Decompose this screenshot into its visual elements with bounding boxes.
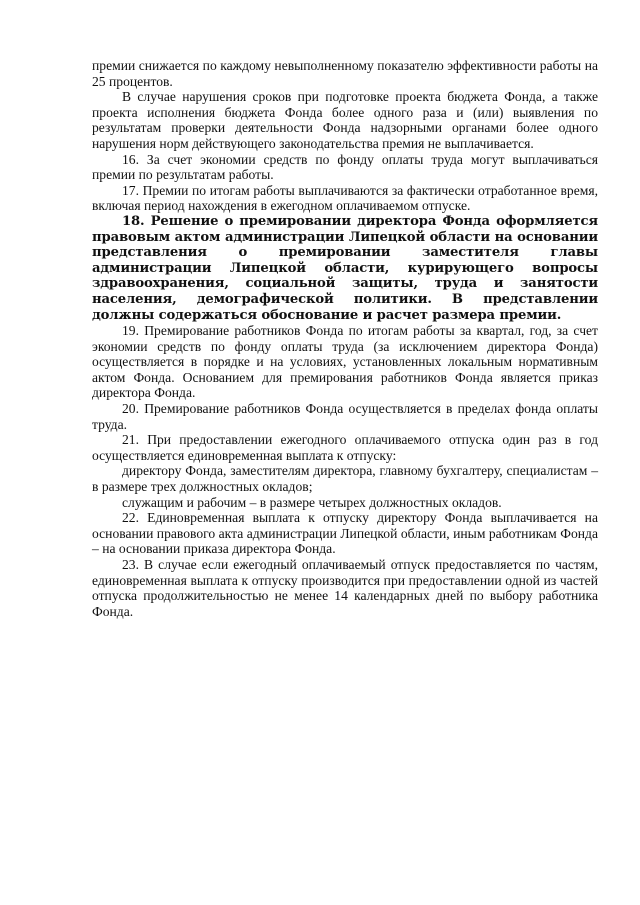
paragraph-18: 18. Решение о премировании директора Фонда оформляется правовым актом администрации Липецкой области на основании представления о премировании заместителя главы администрации Липецкой области, курирующего вопросы здравоохранения, социальной защиты, труда и занятости населения, демографической политики. В представлении должны содержаться обоснование и расчет размера премии. — [92, 213, 598, 323]
paragraph-20: 20. Премирование работников Фонда осуществляется в пределах фонда оплаты труда. — [92, 401, 598, 432]
paragraph-19: 19. Премирование работников Фонда по итогам работы за квартал, год, за счет экономии средств по фонду оплаты труда (за исключением директора Фонда) осуществляется в порядке и на условиях, установленных локальным нормативным актом Фонда. Основанием для премирования работников Фонда является приказ директора Фонда. — [92, 323, 598, 401]
paragraph-21-director-staff: директору Фонда, заместителям директора, главному бухгалтеру, специалистам – в размере трех должностных окладов; — [92, 463, 598, 495]
paragraph-17: 17. Премии по итогам работы выплачиваются за фактически отработанное время, включая период нахождения в ежегодном оплачиваемом отпуске. — [92, 182, 598, 214]
paragraph-21-employees: служащим и рабочим – в размере четырех должностных окладов. — [122, 494, 502, 510]
paragraph-22: 22. Единовременная выплата к отпуску директору Фонда выплачивается на основании правового акта администрации Липецкой области, иным работникам Фонда – на основании приказа директора Фонда. — [92, 510, 598, 557]
paragraph-continuation: премии снижается по каждому невыполненному показателю эффективности работы на 25 процентов. — [92, 58, 598, 89]
paragraph-budget-violation: В случае нарушения сроков при подготовке проекта бюджета Фонда, а также проекта исполнения бюджета Фонда более одного раза и (или) выявления по результатам проверки деятельности Фонда надзорными органами более одного нарушения норм действующего законодательства премия не выплачивается. — [92, 89, 598, 151]
paragraph-21: 21. При предоставлении ежегодного оплачиваемого отпуска один раз в год осуществляется единовременная выплата к отпуску: — [92, 432, 598, 463]
document-body — [92, 58, 598, 619]
paragraph-16: 16. За счет экономии средств по фонду оплаты труда могут выплачиваться премии по результатам работы. — [92, 151, 598, 183]
paragraph-23: 23. В случае если ежегодный оплачиваемый отпуск предоставляется по частям, единовременная выплата к отпуску производится при предоставлении одной из частей отпуска продолжительностью не менее 14 календарных дней по выбору работника Фонда. — [92, 557, 598, 619]
